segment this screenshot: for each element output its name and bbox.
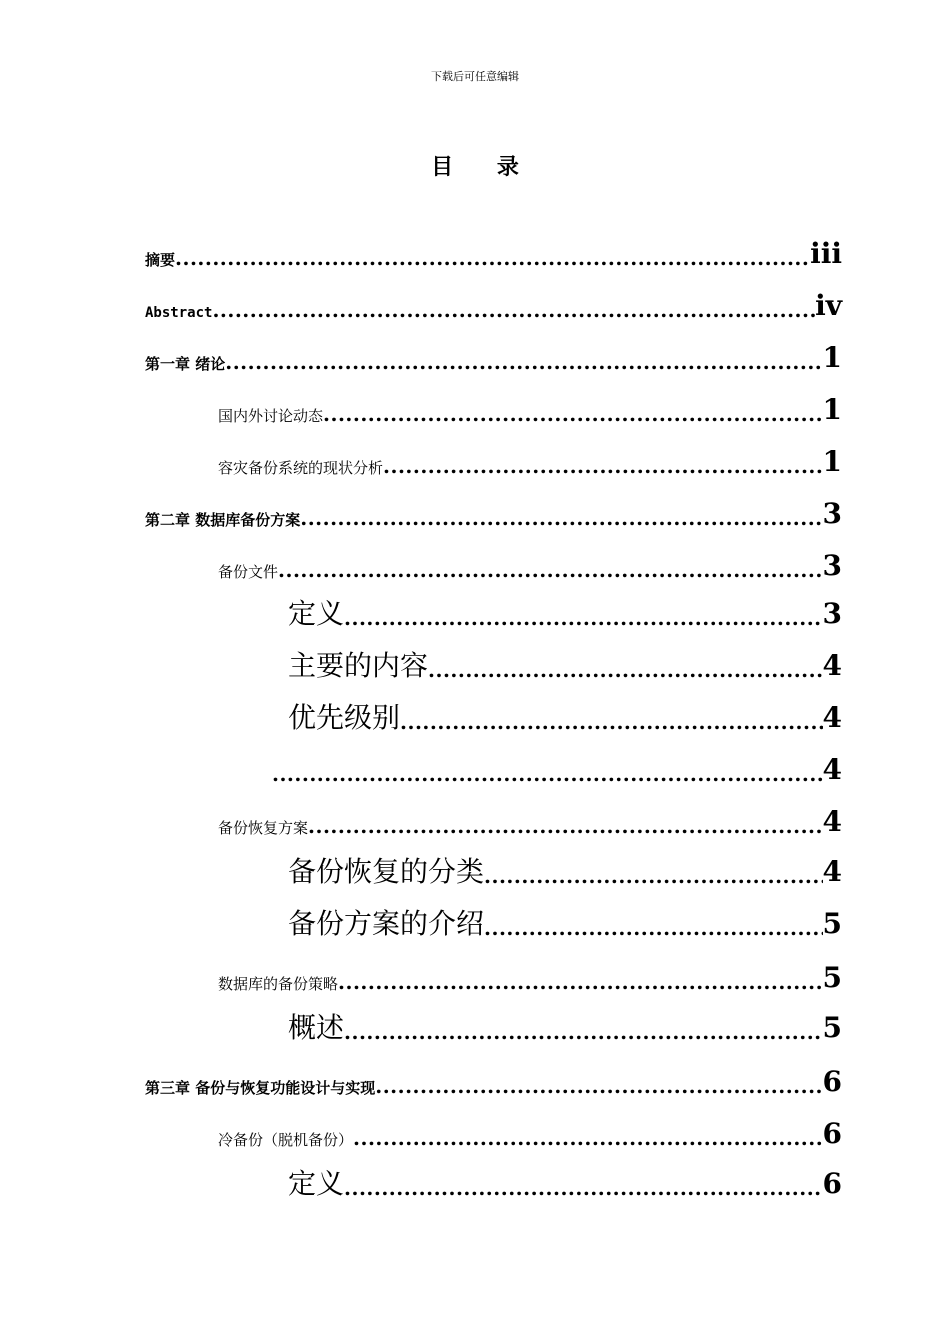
toc-entry-page: 4 <box>822 753 842 786</box>
toc-entry-label: Abstract <box>145 305 213 321</box>
toc-entry-main-content[interactable] <box>288 649 842 682</box>
toc-leader-dots <box>353 1128 823 1148</box>
toc-entry-label: 定义 <box>288 597 345 630</box>
toc-entry-blank[interactable] <box>272 753 842 786</box>
toc-entry-label: 备份恢复方案 <box>218 819 309 837</box>
toc-leader-dots <box>272 764 823 784</box>
toc-entry-page: 6 <box>822 1065 842 1098</box>
toc-entry-label: 优先级别 <box>288 701 401 734</box>
toc-entry-overview[interactable] <box>288 1011 842 1044</box>
toc-entry-plan-introduction[interactable] <box>288 907 842 940</box>
toc-entry-label: 第一章 绪论 <box>145 355 226 373</box>
toc-entry-page: 4 <box>822 855 842 888</box>
toc-leader-dots <box>344 1022 823 1042</box>
toc-entry-page: 4 <box>822 805 842 838</box>
toc-entry-disaster-backup-analysis[interactable] <box>218 445 842 478</box>
toc-leader-dots <box>375 1076 822 1096</box>
toc-entry-label: 第三章 备份与恢复功能设计与实现 <box>145 1079 376 1097</box>
toc-entry-research-status[interactable] <box>218 393 842 426</box>
toc-leader-dots <box>300 508 822 528</box>
toc-entry-label: 国内外讨论动态 <box>218 407 324 425</box>
toc-entry-backup-recovery-plan[interactable] <box>218 805 842 838</box>
toc-entry-abstract-cn[interactable] <box>145 237 842 270</box>
toc-entry-cold-backup[interactable] <box>218 1117 842 1150</box>
toc-entry-chapter-2[interactable] <box>145 497 842 530</box>
toc-leader-dots <box>484 918 823 938</box>
toc-entry-label: 主要的内容 <box>288 649 429 682</box>
toc-leader-dots <box>400 712 823 732</box>
toc-entry-label: 冷备份（脱机备份） <box>218 1131 354 1149</box>
toc-entry-page: 3 <box>822 549 842 582</box>
toc-leader-dots <box>323 404 823 424</box>
toc-entry-page: 3 <box>822 597 842 630</box>
toc-entry-abstract-en[interactable] <box>145 289 842 322</box>
toc-entry-page: 6 <box>822 1117 842 1150</box>
toc-entry-page: 6 <box>822 1167 842 1200</box>
toc-entry-priority[interactable] <box>288 701 842 734</box>
toc-entry-page: iii <box>810 237 842 270</box>
toc-entry-definition-1[interactable] <box>288 597 842 630</box>
toc-entry-page: 4 <box>822 701 842 734</box>
toc-entry-page: 1 <box>822 445 842 478</box>
toc-entry-chapter-1[interactable] <box>145 341 842 374</box>
toc-entry-label: 容灾备份系统的现状分析 <box>218 459 384 477</box>
toc-entry-page: 5 <box>822 961 842 994</box>
toc-entry-label: 概述 <box>288 1011 345 1044</box>
toc-entry-backup-files[interactable] <box>218 549 842 582</box>
toc-entry-label: 数据库的备份策略 <box>218 975 339 993</box>
toc-leader-dots <box>278 560 823 580</box>
toc-entry-page: 5 <box>822 907 842 940</box>
toc-leader-dots <box>212 300 815 320</box>
toc-leader-dots <box>225 352 822 372</box>
toc-entry-chapter-3[interactable] <box>145 1065 842 1098</box>
toc-leader-dots <box>175 248 810 268</box>
toc-entry-label: 备份文件 <box>218 563 279 581</box>
toc-entry-definition-2[interactable] <box>288 1167 842 1200</box>
toc-entry-page: 1 <box>822 341 842 374</box>
toc-entry-label: 备份恢复的分类 <box>288 855 485 888</box>
toc-leader-dots <box>338 972 823 992</box>
toc-entry-recovery-classification[interactable] <box>288 855 842 888</box>
toc-entry-backup-strategy[interactable] <box>218 961 842 994</box>
page-header: 下载后可任意编辑 <box>431 70 519 83</box>
toc-leader-dots <box>428 660 823 680</box>
toc-entry-page: 1 <box>822 393 842 426</box>
toc-entry-page: 3 <box>822 497 842 530</box>
toc-entry-label: 备份方案的介绍 <box>288 907 485 940</box>
toc-entry-label: 定义 <box>288 1167 345 1200</box>
toc-leader-dots <box>344 1178 823 1198</box>
toc-entry-label: 第二章 数据库备份方案 <box>145 511 301 529</box>
toc-leader-dots <box>344 608 823 628</box>
toc-title: 目 录 <box>431 155 537 180</box>
toc-entry-page: 5 <box>822 1011 842 1044</box>
toc-entry-page: iv <box>815 289 842 322</box>
toc-leader-dots <box>484 866 823 886</box>
toc-entry-label: 摘要 <box>145 251 176 269</box>
toc-entry-page: 4 <box>822 649 842 682</box>
toc-leader-dots <box>308 816 823 836</box>
toc-leader-dots <box>383 456 823 476</box>
